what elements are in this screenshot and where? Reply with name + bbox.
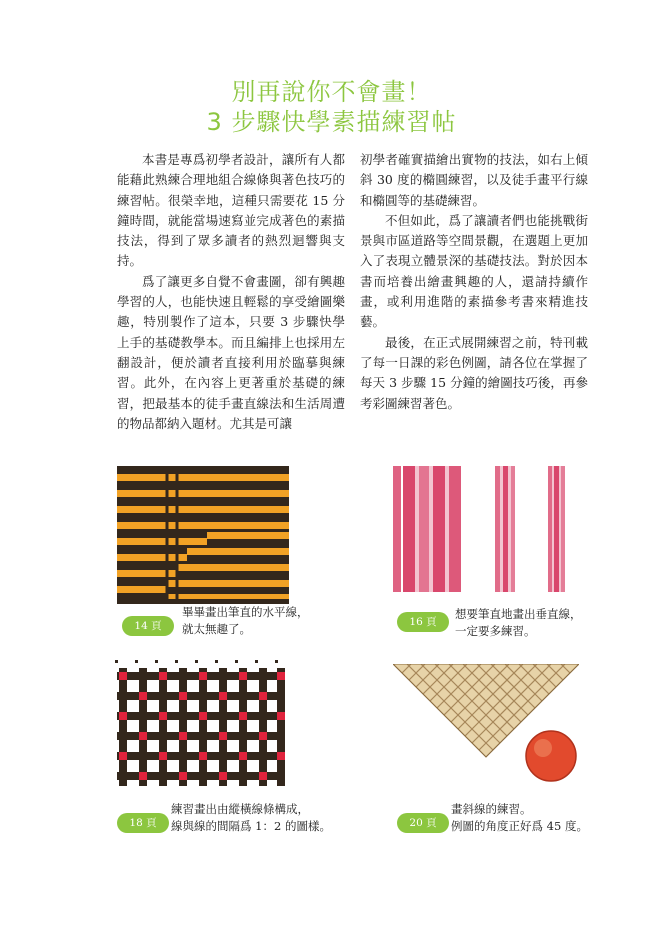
title-line-1: 別再說你不會畫！ xyxy=(231,78,432,106)
figure-caption: 畫斜線的練習。 例圖的角度正好爲 45 度。 xyxy=(451,802,588,833)
page-badge: 14 頁 xyxy=(122,616,174,636)
horizontal-lines-illustration xyxy=(117,466,289,604)
diagonal-lines-illustration xyxy=(393,664,579,788)
grid-lines-illustration xyxy=(113,660,289,790)
paragraph: 不但如此，爲了讓讀者們也能挑戰街景與市區道路等空間景觀，在選題上更加入了表現立體景深的基礎技法。對於因本書而培養出繪畫興趣的人，還請持續作畫，或利用進階的素描參考書來精進技藝。 xyxy=(360,212,588,330)
paragraph: 最後，在正式展開練習之前，特刊載了每一日課的彩色例圖，請各位在掌握了每天 3 步驟 15 分鐘的繪圖技巧後，再參考彩圖練習著色。 xyxy=(360,334,588,411)
paragraph: 初學者確實描繪出實物的技法，如右上傾斜 30 度的橢圓練習，以及徒手畫平行線和橢圓等的基礎練習。 xyxy=(360,152,588,208)
body-right-column xyxy=(360,150,588,414)
page-badge: 18 頁 xyxy=(117,813,169,833)
page-badge: 16 頁 xyxy=(397,612,449,632)
title-line-2: 3 步驟快學素描練習帖 xyxy=(206,108,457,136)
paragraph: 本書是專爲初學者設計，讓所有人都能藉此熟練合理地組合線條與著色技巧的練習帖。很榮幸地，這種只需要花 15 分鐘時間，就能當場速寫並完成著色的素描技法，得到了眾多讀者的熱烈迴響與支持。 xyxy=(117,152,345,269)
figure-caption: 畢畢畫出筆直的水平線， 就太無趣了。 xyxy=(182,605,309,636)
figure-caption: 練習畫出由縱橫線條構成， 線與線的間隔爲 1：2 的圖樣。 xyxy=(171,802,331,833)
page-badge: 20 頁 xyxy=(397,813,449,833)
vertical-lines-illustration xyxy=(393,466,573,592)
figure-caption: 想要筆直地畫出垂直線， 一定要多練習。 xyxy=(455,607,582,638)
paragraph: 爲了讓更多自覺不會畫圖，卻有興趣學習的人，也能快速且輕鬆的享受繪圖樂趣，特別製作了這本，只要 3 步驟快學上手的基礎教學本。而且編排上也採用左翻設計，便於讀者直接利用於臨摹與練習。此外，在內容上更著重於基礎的練習，把最基本的徒手畫直線法和生活周遭的物品都納入題材。尤其是可讓 xyxy=(117,273,345,431)
body-left-column xyxy=(117,150,345,434)
